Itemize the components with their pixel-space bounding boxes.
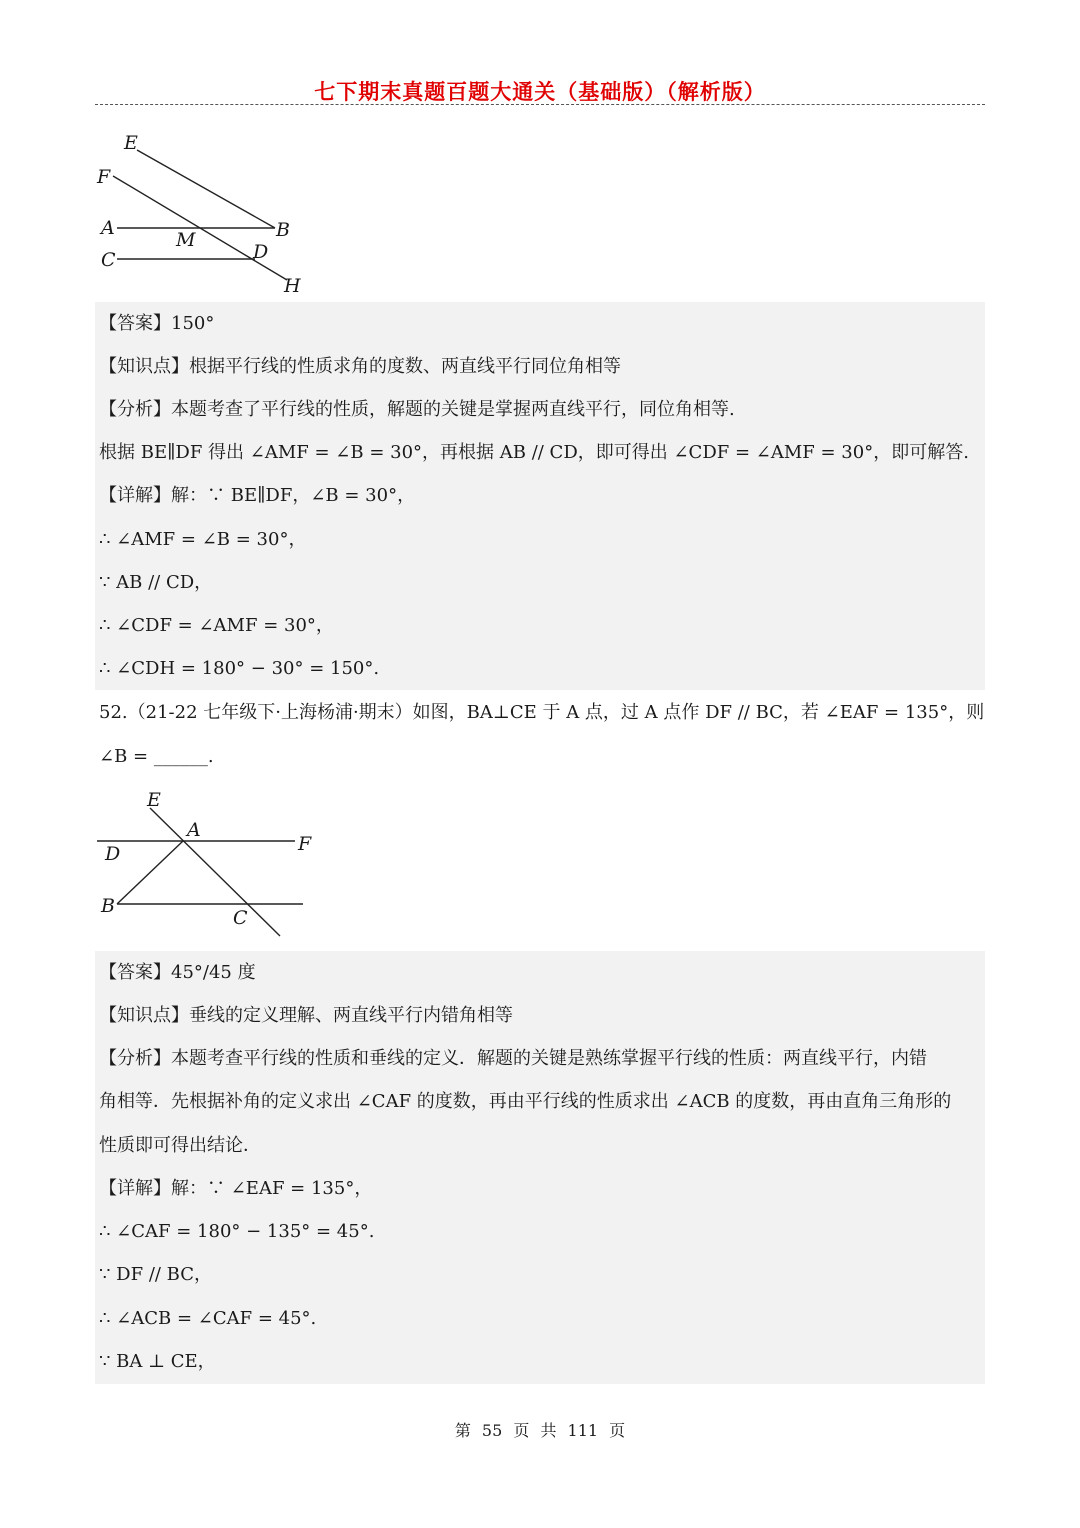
detail-line: 【详解】解：∵ ∠EAF = 135°，: [99, 1178, 373, 1199]
geometry-figure-1: [95, 128, 315, 298]
geometry-figure-2: [95, 786, 325, 942]
analysis-line: 【分析】本题考查平行线的性质和垂线的定义．解题的关键是熟练掌握平行线的性质：两直线平行，内错: [99, 1048, 927, 1069]
label-B: B: [101, 895, 115, 917]
question-52-line-1: 52.（21-22 七年级下·上海杨浦·期末）如图，BA⊥CE 于 A 点，过 A 点作 DF // BC，若 ∠EAF = 135°，则: [99, 702, 985, 723]
analysis-line: 【分析】本题考查了平行线的性质，解题的关键是掌握两直线平行，同位角相等.: [99, 399, 735, 420]
label-M: M: [176, 229, 196, 251]
analysis-line-2: 根据 BE∥DF 得出 ∠AMF = ∠B = 30°，再根据 AB // CD，即可得出 ∠CDF = ∠AMF = 30°，即可解答.: [99, 442, 969, 463]
step-line: ∴ ∠CAF = 180° − 135° = 45°.: [99, 1221, 375, 1242]
label-A: A: [101, 217, 115, 239]
line-BA: [117, 841, 183, 904]
step-line: ∴ ∠ACB = ∠CAF = 45°.: [99, 1308, 317, 1329]
knowledge-line: 【知识点】垂线的定义理解、两直线平行内错角相等: [99, 1005, 513, 1026]
analysis-line-2: 角相等．先根据补角的定义求出 ∠CAF 的度数，再由平行线的性质求出 ∠ACB 的度数，再由直角三角形的: [99, 1091, 952, 1112]
knowledge-line: 【知识点】根据平行线的性质求角的度数、两直线平行同位角相等: [99, 356, 621, 377]
step-line: ∵ DF // BC，: [99, 1264, 213, 1285]
detail-line: 【详解】解：∵ BE∥DF，∠B = 30°，: [99, 485, 416, 506]
step-line: ∵ AB // CD，: [99, 572, 213, 593]
label-C: C: [233, 907, 248, 929]
label-H: H: [284, 275, 301, 297]
line-EC: [150, 808, 280, 936]
label-D: D: [253, 241, 269, 263]
step-line: ∴ ∠CDH = 180° − 30° = 150°.: [99, 658, 380, 679]
answer-line: 【答案】45°/45 度: [99, 962, 256, 983]
label-C: C: [101, 249, 116, 271]
step-line: ∴ ∠AMF = ∠B = 30°，: [99, 529, 307, 550]
header-divider: [95, 104, 985, 105]
label-F: F: [298, 833, 312, 855]
label-A: A: [187, 819, 201, 841]
label-D: D: [105, 843, 121, 865]
line-EB: [137, 150, 275, 228]
page-footer: 第 55 页 共 111 页: [454, 1421, 626, 1440]
label-E: E: [147, 789, 161, 811]
step-line: ∴ ∠CDF = ∠AMF = 30°，: [99, 615, 334, 636]
step-line: ∵ BA ⊥ CE，: [99, 1351, 216, 1372]
analysis-line-3: 性质即可得出结论．: [99, 1135, 261, 1156]
label-B: B: [276, 219, 290, 241]
page-header-title: 七下期末真题百题大通关（基础版）（解析版）: [314, 79, 766, 104]
question-52-line-2: ∠B = ______.: [99, 746, 214, 767]
label-E: E: [124, 132, 138, 154]
label-F: F: [97, 166, 111, 188]
answer-line: 【答案】150°: [99, 313, 215, 334]
